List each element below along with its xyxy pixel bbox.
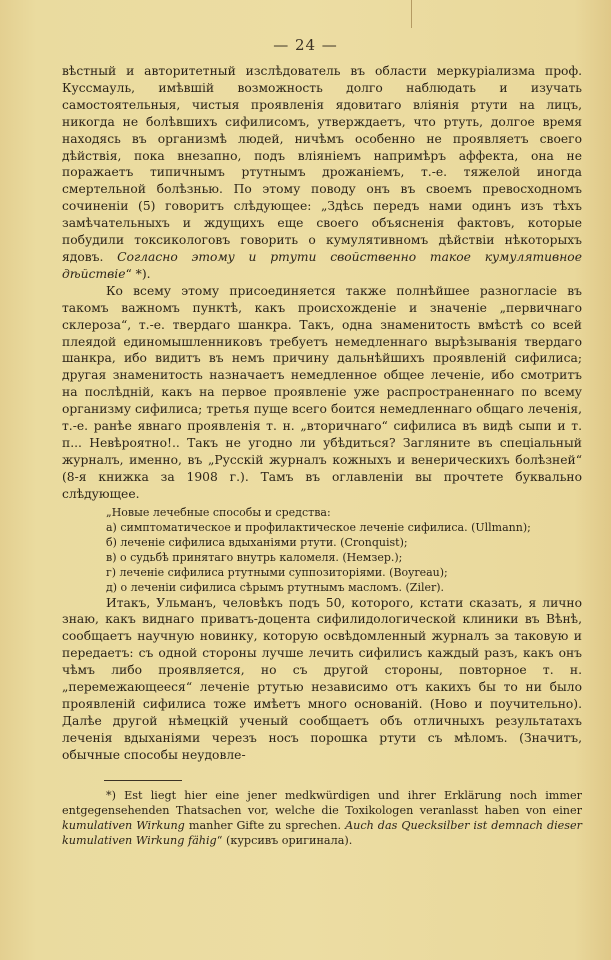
paragraph-2: Ко всему этому присоединяется также полнѣйшее разногласіе въ такомъ важномъ пунктѣ, какъ происхожденіе и значеніе „первичнаго склероза“, т.-е. твердаго шанкра. Такъ, одна знаменитость вмѣстѣ со всей плеядой единомышленниковъ требуетъ немедленнаго вырѣзыванія твердаго шанкра, ибо видитъ въ немъ причину дальнѣйшихъ проявленій сифилиса; другая знаменитость назначаетъ немедленное общее леченіе, ибо смотритъ на послѣдній, какъ на первое проявленіе уже распространеннаго по всему организму сифилиса; третья пуще всего боится немедленнаго общаго леченія, т.-е. ранѣе явнаго проявленія т. н. „вторичнаго“ сифилиса въ видѣ сыпи и т. п... Невѣроятно!.. Такъ не угодно ли убѣдиться? Загляните въ спеціальный журналъ, именно, въ „Русскій журналъ кожныхъ и венерическихъ болѣзней“ (8-я книжка за 1908 г.). Тамъ въ оглавленіи вы прочтете буквально слѣдующее.: [62, 283, 582, 501]
list-item: в) о судьбѣ принятаго внутрь каломеля. (Немзер.);: [106, 550, 403, 564]
footnote-text: [62, 788, 582, 848]
footnote: [62, 788, 582, 848]
contents-list: [62, 505, 582, 595]
footnote-end: “ (курсивъ оригинала).: [216, 834, 353, 847]
footnote-divider: [104, 780, 182, 781]
footnote-italic-2: Auch das Quecksilber ist demnach dieser kumulativen Wirkung fähig: [62, 819, 583, 847]
list-item: „Новые лечебные способы и средства:: [106, 505, 331, 519]
page-number: — 24 —: [273, 36, 338, 54]
footnote-mid: manher Gifte zu sprechen.: [188, 819, 342, 832]
list-item: а) симптоматическое и профилактическое леченіе сифилиса. (Ullmann);: [106, 520, 531, 534]
list-item: б) леченіе сифилиса вдыханіями ртути. (Cronquist);: [106, 535, 408, 549]
paragraph-1-text: вѣстный и авторитетный изслѣдователь въ области меркуріализма проф. Куссмауль, имѣвшій возможность долго наблюдать и изучать самостоятельныя, чистыя проявленія ядовитаго вліянія ртути на лицъ, никогда не болѣвшихъ сифилисомъ, утверждаетъ, что ртуть, долгое время находясь въ организмѣ людей, ничѣмъ особенно не проявляетъ своего дѣйствія, пока внезапно, подъ вліяніемъ напримѣръ аффекта, она не поражаетъ типичнымъ ртутнымъ дрожаніемъ, т.-е. тяжелой иногда смертельной болѣзнью. По этому поводу онъ въ своемъ превосходномъ сочиненіи (5) говоритъ слѣдующее: „Здѣсь передъ нами одинъ изъ тѣхъ замѣчательныхъ и ждущихъ еще своего объясненія фактовъ, которые побудили токсикологовъ говорить о кумулятивномъ дѣйствіи нѣкоторыхъ ядовъ.: [62, 64, 582, 264]
main-text: [62, 63, 582, 764]
page-fold-mark: [411, 0, 412, 28]
paragraph-3: Итакъ, Ульманъ, человѣкъ подъ 50, которого, кстати сказать, я лично знаю, какъ виднаго приватъ-доцента сифилидологической клиники въ Вѣнѣ, сообщаетъ научную новинку, которую освѣдомленный журналъ за таковую и передаетъ: съ одной стороны лучше лечить сифилисъ каждый разъ, какъ онъ чѣмъ либо проявляется, но съ другой стороны, повторное т. н. „перемежающееся“ леченіе ртутью независимо отъ какихъ бы то ни было проявленій сифилиса тоже имѣетъ много основаній. (Ново и поучительно). Далѣе другой нѣмецкій ученый сообщаетъ объ отличныхъ результатахъ леченія вдыханіями черезъ носъ порошка ртути съ мѣломъ. (Значитъ, обычные способы неудовле-: [62, 595, 582, 762]
paragraph-1-end: “ *).: [125, 266, 151, 281]
paragraph-1-italic-quote: Согласно этому и ртути свойственно такое кумулятивное дѣйствіе: [62, 249, 582, 281]
list-item: д) о леченіи сифилиса сѣрымъ ртутнымъ масломъ. (Ziler).: [106, 580, 445, 594]
footnote-italic-1: kumulativen Wirkung: [62, 819, 185, 832]
list-item: г) леченіе сифилиса ртутными суппозиторіями. (Boyreau);: [106, 565, 448, 579]
paragraph-1: [62, 63, 582, 283]
footnote-main: *) Est liegt hier eine jener medkwürdigen und ihrer Erklärung noch immer entgegensehenden Thatsachen vor, welche die Toxikologen veranlasst haben von einer: [62, 789, 582, 817]
